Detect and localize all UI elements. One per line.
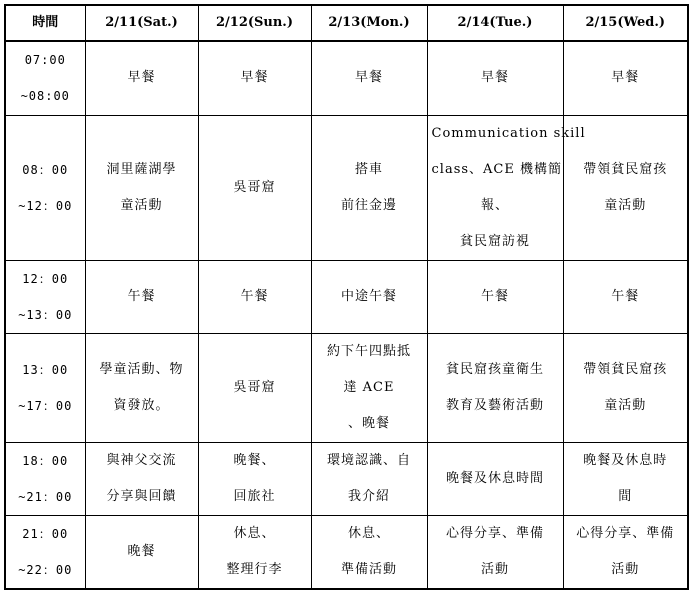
cell-line: 回旅社 [233, 488, 276, 504]
schedule-cell [563, 442, 688, 515]
cell-line: 童活動 [120, 197, 163, 213]
header-day-3: 2/13(Mon.) [311, 5, 427, 41]
time-line: 21：00 [22, 526, 69, 541]
cell-line: 休息、 [347, 525, 390, 541]
time-cell [5, 442, 85, 515]
schedule-cell [198, 41, 311, 115]
cell-line: 晚餐及休息時間 [445, 470, 544, 486]
cell-line: 報、 [480, 197, 509, 213]
cell-line: 早餐 [611, 70, 640, 86]
cell-line: Communication skill [431, 125, 586, 141]
cell-line: 晚餐 [127, 543, 156, 559]
time-line: ~17：00 [18, 398, 73, 413]
schedule-cell [427, 260, 563, 333]
cell-line: 晚餐及休息時 [583, 452, 668, 468]
time-line: ~22：00 [18, 562, 73, 577]
schedule-cell [85, 442, 198, 515]
time-line: ~12：00 [18, 198, 73, 213]
cell-line: 前往金邊 [340, 197, 397, 213]
table-row [5, 115, 688, 260]
cell-line: 洞里薩湖學 [106, 161, 177, 177]
cell-line: 活動 [611, 561, 640, 577]
schedule-cell [427, 41, 563, 115]
cell-line: 搭車 [354, 161, 383, 177]
header-day-2: 2/12(Sun.) [198, 5, 311, 41]
cell-line: 早餐 [354, 70, 383, 86]
schedule-cell [198, 333, 311, 442]
schedule-table [4, 4, 689, 590]
schedule-cell [311, 41, 427, 115]
time-line: 13：00 [22, 362, 69, 377]
cell-line: 午餐 [480, 288, 509, 304]
schedule-cell [563, 260, 688, 333]
schedule-cell [427, 515, 563, 589]
cell-line: 間 [618, 488, 633, 504]
cell-line: 童活動 [604, 197, 647, 213]
cell-line: 中途午餐 [340, 288, 397, 304]
cell-line: 童活動 [604, 397, 647, 413]
cell-line: 我介紹 [347, 488, 390, 504]
time-cell [5, 515, 85, 589]
time-cell [5, 115, 85, 260]
header-day-4: 2/14(Tue.) [427, 5, 563, 41]
cell-line: 資發放。 [113, 397, 170, 413]
time-line: ~13：00 [18, 307, 73, 322]
schedule-cell [198, 442, 311, 515]
cell-line: 教育及藝術活動 [445, 397, 544, 413]
time-cell [5, 260, 85, 333]
cell-line: 貧民窟孩童衛生 [445, 361, 544, 377]
time-line: 18：00 [22, 453, 69, 468]
table-row [5, 260, 688, 333]
schedule-cell [85, 333, 198, 442]
cell-line: 早餐 [480, 70, 509, 86]
schedule-body [5, 41, 688, 589]
header-day-5: 2/15(Wed.) [563, 5, 688, 41]
schedule-cell [198, 515, 311, 589]
time-line: 12：00 [22, 271, 69, 286]
time-cell [5, 333, 85, 442]
schedule-cell [198, 260, 311, 333]
schedule-cell [563, 333, 688, 442]
schedule-cell [85, 41, 198, 115]
cell-line: 與神父交流 [106, 452, 177, 468]
schedule-cell [427, 115, 586, 260]
cell-line: 帶領貧民窟孩 [583, 161, 668, 177]
schedule-cell [85, 515, 198, 589]
cell-line: 吳哥窟 [233, 179, 276, 195]
cell-line: 午餐 [127, 288, 156, 304]
cell-line: 學童活動、物 [99, 361, 184, 377]
cell-line: 、晚餐 [347, 415, 390, 431]
cell-line: 午餐 [240, 288, 269, 304]
header-time: 時間 [5, 5, 85, 41]
time-line: ~08:00 [20, 89, 70, 104]
cell-line: 分享與回饋 [106, 488, 177, 504]
schedule-cell [311, 515, 427, 589]
cell-line: 晚餐、 [233, 452, 276, 468]
cell-line: class、ACE 機構簡 [431, 161, 562, 177]
schedule-cell [85, 115, 198, 260]
time-cell [5, 41, 85, 115]
cell-line: 達 ACE [343, 379, 395, 395]
time-line: 08：00 [22, 162, 69, 177]
cell-line: 早餐 [127, 70, 156, 86]
schedule-cell [427, 333, 563, 442]
cell-line: 準備活動 [340, 561, 397, 577]
schedule-cell [563, 515, 688, 589]
cell-line: 帶領貧民窟孩 [583, 361, 668, 377]
header-row [5, 5, 688, 41]
schedule-cell [311, 442, 427, 515]
cell-line: 環境認識、自 [326, 452, 411, 468]
schedule-cell [311, 333, 427, 442]
cell-line: 活動 [480, 561, 509, 577]
cell-line: 休息、 [233, 525, 276, 541]
cell-line: 約下午四點抵 [326, 343, 411, 359]
table-row [5, 515, 688, 589]
schedule-cell [311, 260, 427, 333]
schedule-cell [311, 115, 427, 260]
schedule-cell [427, 442, 563, 515]
table-row [5, 41, 688, 115]
header-day-1: 2/11(Sat.) [85, 5, 198, 41]
cell-line: 心得分享、準備 [445, 525, 544, 541]
schedule-cell [563, 41, 688, 115]
cell-line: 心得分享、準備 [576, 525, 675, 541]
schedule-cell [198, 115, 311, 260]
table-row [5, 442, 688, 515]
table-row [5, 333, 688, 442]
cell-line: 整理行李 [226, 561, 283, 577]
time-line: 07:00 [24, 53, 66, 68]
cell-line: 早餐 [240, 70, 269, 86]
cell-line: 午餐 [611, 288, 640, 304]
time-line: ~21：00 [18, 489, 73, 504]
cell-line: 貧民窟訪視 [459, 233, 530, 249]
cell-line: 吳哥窟 [233, 379, 276, 395]
schedule-cell [85, 260, 198, 333]
